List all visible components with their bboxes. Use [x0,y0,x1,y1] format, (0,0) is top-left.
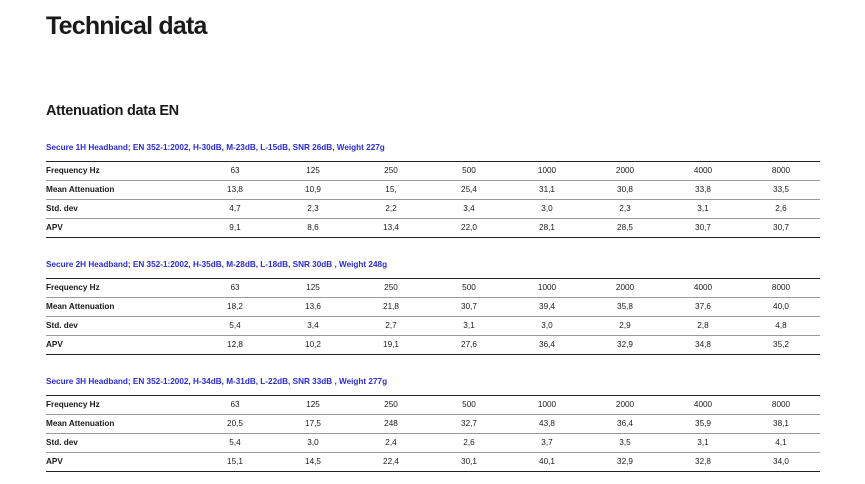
table-cell: 3,0 [274,434,352,453]
table-row [46,317,820,336]
table-cell: 63 [196,279,274,298]
table-cell: 4,1 [742,434,820,453]
table-heading: Secure 1H Headband; EN 352-1:2002, H-30dB, M-23dB, L-15dB, SNR 26dB, Weight 227g [46,143,385,152]
attenuation-table [46,395,820,472]
row-label: Mean Attenuation [46,415,196,434]
table-cell: 2,6 [430,434,508,453]
section-title: Attenuation data EN [46,103,179,119]
table-cell: 32,7 [430,415,508,434]
table-cell: 8,6 [274,219,352,238]
table-cell: 14,5 [274,453,352,472]
table-cell: 30,7 [742,219,820,238]
table-cell: 3,4 [430,200,508,219]
table-cell: 21,8 [352,298,430,317]
table-cell: 5,4 [196,434,274,453]
table-row [46,415,820,434]
table-row [46,453,820,472]
table-cell: 20,5 [196,415,274,434]
table-row [46,298,820,317]
table-cell: 17,5 [274,415,352,434]
table-cell: 2,2 [352,200,430,219]
table-cell: 28,5 [586,219,664,238]
table-cell: 35,8 [586,298,664,317]
table-cell: 250 [352,279,430,298]
table-cell: 3,0 [508,200,586,219]
table-cell: 13,8 [196,181,274,200]
table-cell: 34,0 [742,453,820,472]
table-cell: 13,4 [352,219,430,238]
table-cell: 30,8 [586,181,664,200]
table-heading: Secure 2H Headband; EN 352-1:2002, H-35dB, M-28dB, L-18dB, SNR 30dB , Weight 248g [46,260,388,269]
table-cell: 15, [352,181,430,200]
table-cell: 500 [430,279,508,298]
table-cell: 1000 [508,396,586,415]
table-row [46,181,820,200]
table-cell: 1000 [508,162,586,181]
row-label: APV [46,453,196,472]
table-cell: 30,7 [430,298,508,317]
table-cell: 3,5 [586,434,664,453]
table-cell: 250 [352,396,430,415]
table-cell: 3,1 [664,200,742,219]
row-label: Std. dev [46,200,196,219]
table-cell: 3,7 [508,434,586,453]
table-cell: 2000 [586,162,664,181]
table-cell: 3,4 [274,317,352,336]
table-cell: 125 [274,279,352,298]
table-cell: 2000 [586,279,664,298]
table-cell: 250 [352,162,430,181]
table-cell: 13,6 [274,298,352,317]
table-cell: 2,3 [274,200,352,219]
page-title: Technical data [46,12,207,40]
table-cell: 30,7 [664,219,742,238]
table-cell: 32,8 [664,453,742,472]
row-label: Mean Attenuation [46,298,196,317]
attenuation-table [46,161,820,238]
table-cell: 36,4 [586,415,664,434]
table-cell: 125 [274,396,352,415]
table-row [46,219,820,238]
table-cell: 28,1 [508,219,586,238]
table-cell: 2,7 [352,317,430,336]
row-label: APV [46,219,196,238]
table-row [46,434,820,453]
table-cell: 40,0 [742,298,820,317]
table-cell: 33,8 [664,181,742,200]
table-cell: 12,8 [196,336,274,355]
table-cell: 8000 [742,396,820,415]
table-cell: 35,2 [742,336,820,355]
attenuation-table [46,278,820,355]
table-cell: 35,9 [664,415,742,434]
table-cell: 9,1 [196,219,274,238]
table-cell: 2000 [586,396,664,415]
table-cell: 39,4 [508,298,586,317]
table-cell: 27,6 [430,336,508,355]
table-cell: 4000 [664,396,742,415]
table-cell: 3,1 [430,317,508,336]
table-cell: 1000 [508,279,586,298]
table-cell: 125 [274,162,352,181]
table-cell: 36,4 [508,336,586,355]
table-cell: 8000 [742,279,820,298]
table-cell: 2,3 [586,200,664,219]
table-cell: 2,6 [742,200,820,219]
table-cell: 500 [430,396,508,415]
table-row [46,162,820,181]
table-cell: 4000 [664,279,742,298]
table-cell: 2,8 [664,317,742,336]
table-cell: 19,1 [352,336,430,355]
row-label: Frequency Hz [46,162,196,181]
row-label: Std. dev [46,434,196,453]
row-label: APV [46,336,196,355]
row-label: Std. dev [46,317,196,336]
table-cell: 25,4 [430,181,508,200]
table-cell: 22,0 [430,219,508,238]
table-cell: 10,2 [274,336,352,355]
table-cell: 33,5 [742,181,820,200]
table-cell: 37,6 [664,298,742,317]
table-cell: 43,8 [508,415,586,434]
attenuation-block-1h [46,141,820,238]
table-cell: 3,0 [508,317,586,336]
table-cell: 32,9 [586,336,664,355]
table-cell: 5,4 [196,317,274,336]
table-cell: 4,7 [196,200,274,219]
table-cell: 38,1 [742,415,820,434]
row-label: Frequency Hz [46,279,196,298]
table-cell: 8000 [742,162,820,181]
table-cell: 32,9 [586,453,664,472]
table-row [46,200,820,219]
table-cell: 18,2 [196,298,274,317]
table-cell: 2,4 [352,434,430,453]
table-cell: 40,1 [508,453,586,472]
attenuation-block-3h [46,375,820,472]
table-row [46,279,820,298]
table-cell: 63 [196,396,274,415]
table-row [46,336,820,355]
row-label: Frequency Hz [46,396,196,415]
table-row [46,396,820,415]
attenuation-block-2h [46,258,820,355]
table-cell: 10,9 [274,181,352,200]
table-cell: 248 [352,415,430,434]
table-cell: 63 [196,162,274,181]
table-cell: 30,1 [430,453,508,472]
table-cell: 31,1 [508,181,586,200]
table-cell: 4000 [664,162,742,181]
table-cell: 22,4 [352,453,430,472]
table-cell: 34,8 [664,336,742,355]
table-cell: 2,9 [586,317,664,336]
table-heading: Secure 3H Headband; EN 352-1:2002, H-34dB, M-31dB, L-22dB, SNR 33dB , Weight 277g [46,377,388,386]
table-cell: 3,1 [664,434,742,453]
row-label: Mean Attenuation [46,181,196,200]
table-cell: 500 [430,162,508,181]
table-cell: 4,8 [742,317,820,336]
table-cell: 15,1 [196,453,274,472]
